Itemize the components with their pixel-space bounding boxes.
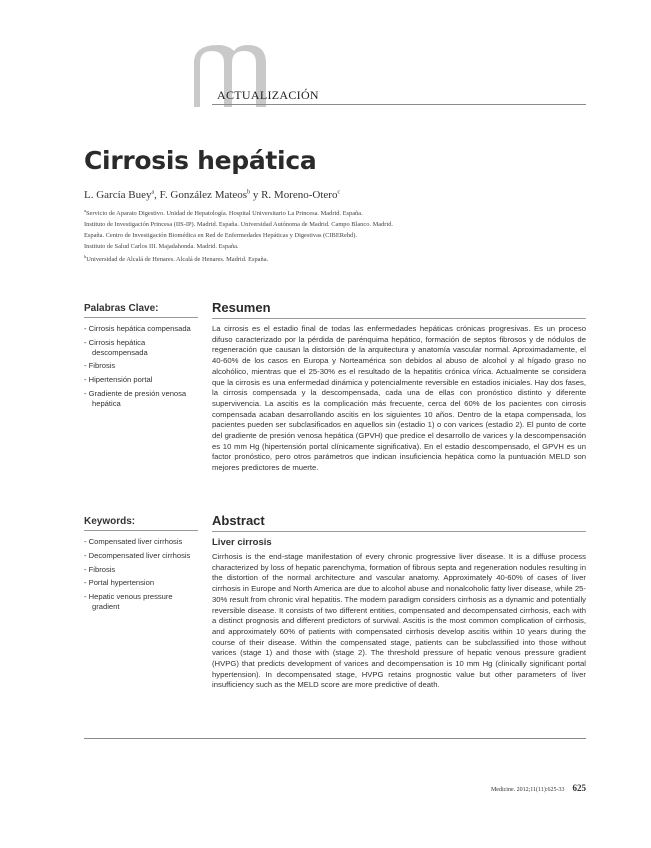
affiliation-line: Instituto de Salud Carlos III. Majadahonda. Madrid. España.	[84, 242, 239, 250]
affiliation-line: $^a$Servicio de Aparato Digestivo. Unidad de Hepatología. Hospital Universitario La Princesa. Madrid. España.	[84, 208, 363, 218]
header-divider	[212, 104, 586, 105]
abstract-subtitle: Liver cirrosis	[212, 537, 272, 548]
journal-citation: Medicine. 2012;11(11):625-33	[490, 787, 565, 793]
keywords-es-title: Palabras Clave:	[84, 303, 198, 318]
keyword-item: - Fibrosis	[84, 361, 116, 371]
abstract-heading: Abstract	[212, 513, 586, 532]
keyword-item: - Cirrosis hepática descompensada	[84, 337, 148, 357]
affiliation-line: Instituto de Investigación Princesa (IIS-IP). Madrid. España. Universidad Autónoma de Madrid. Campo Blanco. Madrid.	[84, 220, 393, 228]
keyword-item: - Portal hypertension	[84, 578, 155, 588]
author-name: L. García Buey	[84, 189, 152, 201]
keyword-item: - Decompensated liver cirrhosis	[84, 550, 191, 560]
resumen-heading: Resumen	[212, 300, 586, 319]
keyword-item: - Hepatic venous pressure gradient	[84, 592, 173, 611]
page-number: 625	[572, 783, 586, 793]
article-title: Cirrosis hepática	[84, 146, 317, 175]
bottom-divider	[84, 738, 586, 739]
keyword-item: - Cirrosis hepática compensada	[84, 324, 191, 333]
affiliation-line: España. Centro de Investigación Biomédica en Red de Enfermedades Hepáticas y Digestivas (CIBERehd).	[84, 231, 357, 239]
author-affil-mark: b	[247, 189, 251, 196]
resumen-text: La cirrosis es el estadio final de todas las enfermedades hepáticas crónicas progresivas. Es un proceso difuso caracterizado por la pérdida de parénquima hepático, formación de septos fibrosos y de nódulos de regeneración que causan la distorsión de la arquitectura y anatomía vascular normal. Aproximadamente, el 40-60% de los casos en Europa y Norteamérica son debidos al abuso de alcohol y al hígado graso no alcohólico, mientras que el 25-30% es el resultado de la hepatitis crónica vírica. Actualmente se considera que la cirrosis es una enfermedad dinámica y potencialmente reversible en estadios iniciales. Hay dos fases, la cirrosis compensada y la descompensada, cada una de ellas con pronóstico distinto y diferente supervivencia. La ascitis es la complicación más frecuente, cerca del 60% de los pacientes con cirrosis compensada acaban desarrollando ascitis en los siguientes 10 años. Dentro de la etapa compensada, los pacientes pueden ser subclasificados en aquellos sin (estadio 1) o con varices (estadio 2). El punto de corte del gradiente de presión venosa hepática (GPVH) que predice el desarrollo de varices y la descompensación es 10 mm Hg (hipertensión portal clínicamente significativa). En el estadio descompensado, el GPVH es un factor pronóstico, pero otros parámetros que indican insuficiencia hepática como la puntuación MELD son mejores predictores de muerte.	[212, 324, 586, 473]
resumen-section	[212, 300, 586, 474]
author-affil-mark: a	[151, 189, 155, 196]
affiliations	[84, 206, 584, 266]
keyword-item: - Fibrosis	[84, 564, 116, 574]
keyword-item: - Gradiente de presión venosa hepática	[84, 388, 187, 408]
abstract-text: Cirrhosis is the end-stage manifestation of every chronic progressive liver disease. It is a diffuse process characterized by loss of hepatic parenchyma, formation of fibrous septa and regeneration nodules resulting in the distortion of the normal architecture and vascular anatomy. Approximately 40-60% of cases of liver cirrhosis in Europe and North America are due to alcohol abuse and nonalcoholic fatty liver disease, while 25-30% result from chronic viral hepatitis. The modern paradigm considers cirrhosis as a dynamic and potentially reversible disease. It consists of two different entities, compensated and decompensated cirrhosis, each with a distinct prognosis and different predictors of survival. Ascitis is the most common complication of cirrhosis, and approximately 60% of patients with compensated cirrhosis develop ascitis within 10 years during the course of their disease. Within the compensated stage, patients can be subclassified into those without varices (stage 1) and those with (stage 2). The threshold pressure of hepatic venous pressure gradient (HVPG) that predicts development of varices and decompensation is 10 mm Hg (clinically significant portal hypertension). In decompensated stage, HVPG retains prognostic value but other parameters of liver insufficiency such as the MELD score are more predictive of death.	[212, 552, 586, 690]
abstract-section	[212, 513, 586, 691]
keywords-en-list	[84, 537, 198, 612]
author-name: R. Moreno-Otero	[261, 189, 338, 201]
page-footer	[491, 778, 586, 796]
keywords-en	[84, 516, 198, 616]
author-name: F. González Mateos	[159, 189, 248, 201]
affiliation-line: $^b$Universidad de Alcalá de Henares. Alcalá de Henares. Madrid. España.	[84, 254, 269, 264]
section-label: ACTUALIZACIÓN	[217, 88, 319, 102]
keywords-en-title: Keywords:	[84, 516, 198, 531]
keywords-es	[84, 303, 198, 413]
author-affil-mark: c	[337, 189, 341, 196]
keyword-item: - Hipertensión portal	[84, 375, 153, 385]
author-list: L. García Buey$^a$, F. González Mateos$^b$ y R. Moreno-Otero$^c$	[84, 189, 341, 201]
keyword-item: - Compensated liver cirrhosis	[84, 537, 183, 546]
keywords-es-list	[84, 324, 198, 409]
